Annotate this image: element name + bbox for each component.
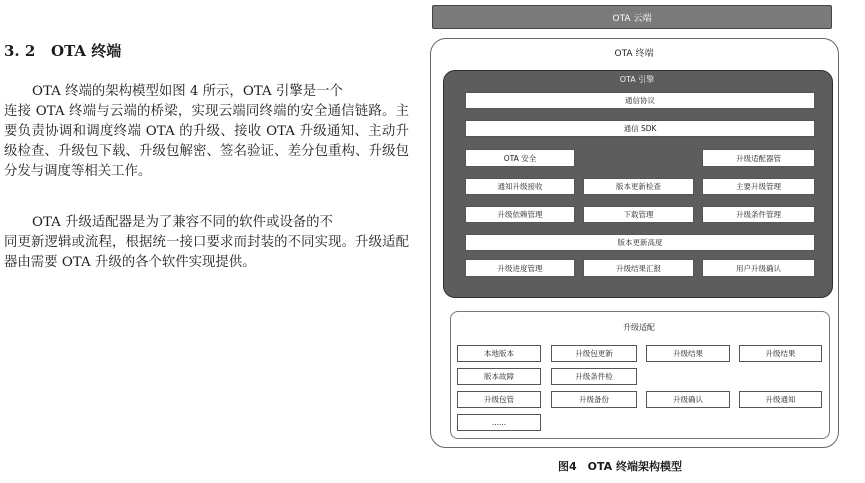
adapter-module-box: 升级结果 (646, 345, 730, 362)
upgrade-adapter-label: 升级适配 (623, 323, 655, 332)
engine-module-box: 升级条件管理 (702, 206, 815, 223)
engine-module-box: 版本更新检查 (583, 178, 694, 195)
engine-module-box: 主要升级管理 (702, 178, 815, 195)
ota-security-box: OTA 安全 (465, 149, 575, 167)
section-title: OTA 终端 (51, 42, 122, 60)
section-number: 3. 2 (4, 42, 36, 60)
section-heading (4, 40, 121, 61)
adapter-module-box: 升级条件检 (551, 368, 637, 385)
paragraph-first-line: OTA 升级适配器是为了兼容不同的软件或设备的不 (32, 215, 333, 230)
version-schedule-box: 版本更新高度 (465, 234, 815, 251)
adapter-module-box: 升级备份 (551, 391, 637, 408)
paragraph-ota-adapter (4, 213, 409, 273)
adapter-management-box: 升级适配器管 (702, 149, 815, 167)
figure-caption: 图4 OTA 终端架构模型 (558, 460, 682, 473)
paragraph-ota-engine (4, 82, 409, 182)
paragraph-first-line: OTA 终端的架构模型如图 4 所示，OTA 引擎是一个 (32, 84, 343, 99)
adapter-module-box: 升级确认 (646, 391, 730, 408)
engine-module-box: 下载管理 (583, 206, 694, 223)
adapter-module-box: 升级通知 (739, 391, 822, 408)
paragraph-body: 同更新逻辑或流程，根据统一接口要求而封装的不同实现。升级适配器由需要 OTA 升级的各个软件实现提供。 (4, 235, 409, 270)
adapter-module-box: 版本故障 (457, 368, 541, 385)
engine-module-box: 升级进度管理 (465, 259, 575, 277)
comm-protocol-box: 通信协议 (465, 92, 815, 109)
adapter-module-box: 本地版本 (457, 345, 541, 362)
engine-module-box: 升级依赖管理 (465, 206, 575, 223)
ota-engine-label: OTA 引擎 (619, 75, 655, 84)
adapter-module-box: 升级结果 (739, 345, 822, 362)
engine-module-box: 用户升级确认 (702, 259, 815, 277)
ota-cloud-box: OTA 云端 (432, 5, 832, 29)
adapter-module-box: 升级包更新 (551, 345, 637, 362)
paragraph-body: 连接 OTA 终端与云端的桥梁，实现云端同终端的安全通信链路。主要负责协调和调度终端 OTA 的升级、接收 OTA 升级通知、主动升级检查、升级包下载、升级包解密、签名验证、差分包重构、升级包分发与调度等相关工作。 (4, 104, 409, 179)
engine-module-box: 升级结果汇报 (583, 259, 694, 277)
adapter-more-box: ...... (457, 414, 541, 431)
comm-sdk-box: 通信 SDK (465, 120, 815, 137)
ota-terminal-label: OTA 终端 (614, 49, 654, 59)
engine-module-box: 通知升级接收 (465, 178, 575, 195)
adapter-module-box: 升级包管 (457, 391, 541, 408)
